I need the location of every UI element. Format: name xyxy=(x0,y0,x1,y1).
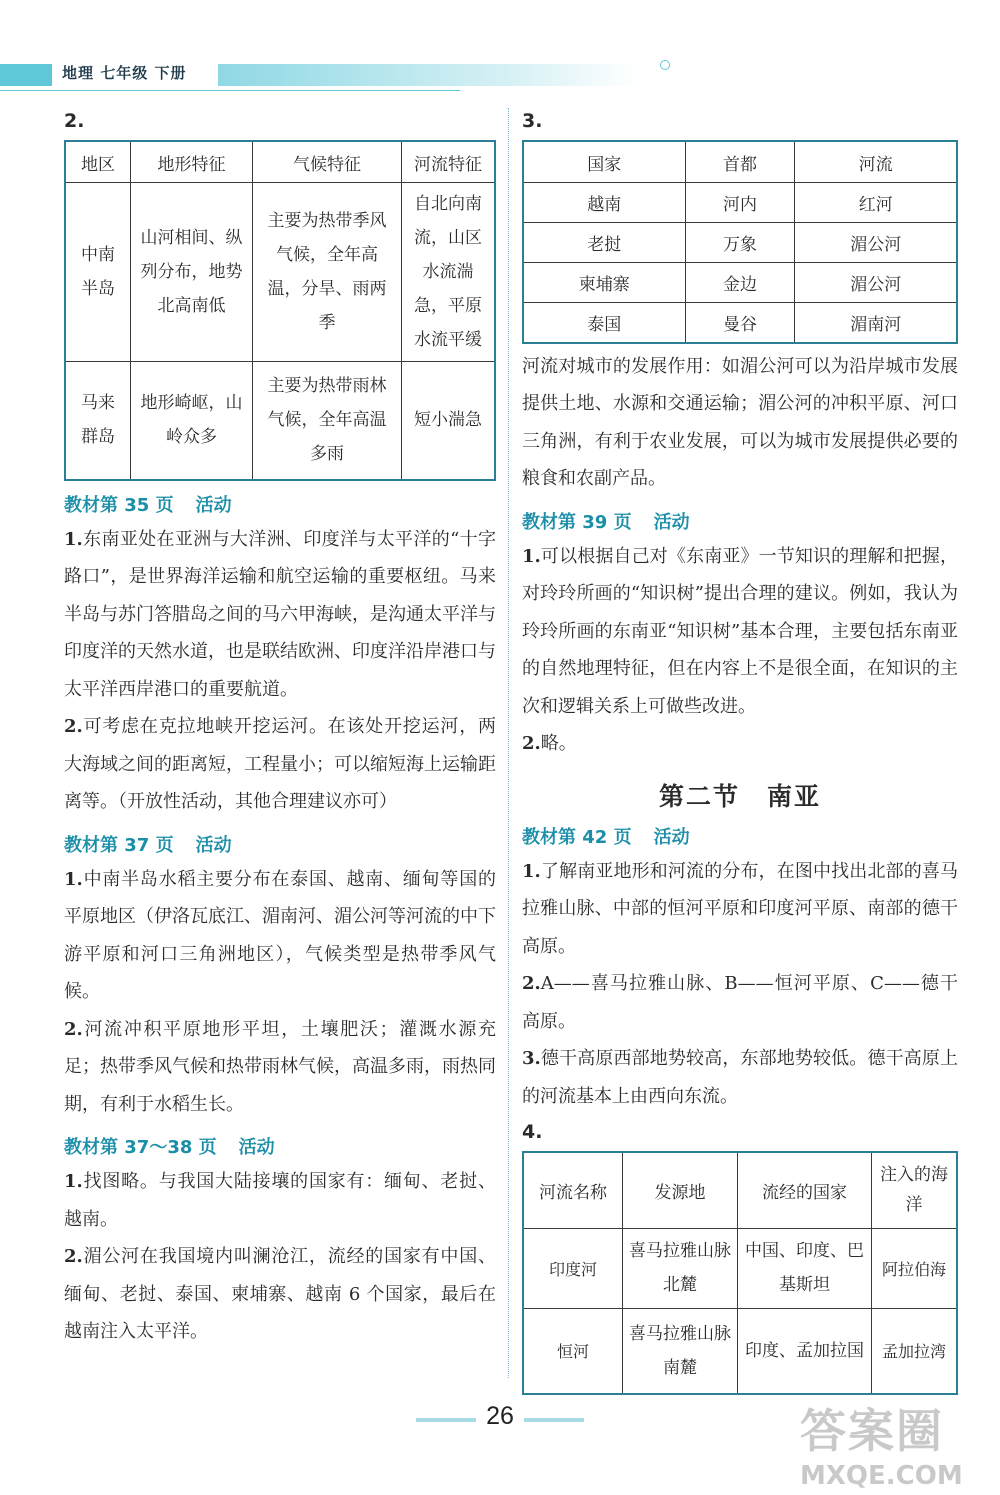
watermark-text: 答案圈 xyxy=(800,1404,944,1458)
table-cell: 自北向南流，山区水流湍急，平原水流平缓 xyxy=(402,183,496,362)
table-cell: 主要为热带雨林气候，全年高温多雨 xyxy=(253,362,402,480)
section-heading-p37 xyxy=(64,831,496,857)
south-asia-rivers-table xyxy=(522,1151,958,1395)
section-heading-activity: 活动 xyxy=(653,511,690,533)
section-title-south-asia: 第二节 南亚 xyxy=(658,781,821,811)
table-header: 国家 xyxy=(523,141,685,183)
question-2-label: 2. xyxy=(64,110,85,132)
table-header: 地形特征 xyxy=(131,141,253,183)
page-header xyxy=(0,56,1000,96)
watermark xyxy=(800,1395,990,1491)
answer-item: 1.了解南亚地形和河流的分布，在图中找出北部的喜马拉雅山脉、中部的恒河平原和印度河平原、南部的德干高原。 xyxy=(522,860,958,957)
table-header: 气候特征 xyxy=(253,141,402,183)
watermark-url: MXQE.COM xyxy=(800,1461,963,1491)
answer-item: 1.中南半岛水稻主要分布在泰国、越南、缅甸等国的平原地区（伊洛瓦底江、湄南河、湄公河等河流的中下游平原和河口三角洲地区），气候类型是热带季风气候。 xyxy=(64,868,496,1002)
table-cell: 马来 群岛 xyxy=(65,362,131,480)
table-cell: 曼谷 xyxy=(685,303,795,343)
table-cell: 中南 半岛 xyxy=(65,183,131,362)
table-cell: 短小湍急 xyxy=(402,362,496,480)
answer-item: 1.找图略。与我国大陆接壤的国家有：缅甸、老挝、越南。 xyxy=(64,1171,496,1230)
answer-item: 2.略。 xyxy=(522,733,577,754)
table-cell: 越南 xyxy=(523,183,685,223)
southeast-asia-region-table xyxy=(64,140,496,481)
table-header: 河流特征 xyxy=(402,141,496,183)
table-cell: 万象 xyxy=(685,223,795,263)
table-cell: 印度、孟加拉国 xyxy=(738,1308,872,1394)
answer-item: 1.可以根据自己对《东南亚》一节知识的理解和把握，对玲玲所画的“知识树”提出合理的建议。例如，我认为玲玲所画的东南亚“知识树”基本合理，主要包括东南亚的自然地理特征，但在内容上不是很全面，在知识的主次和逻辑关系上可做些改进。 xyxy=(522,545,958,717)
page-number: 26 xyxy=(486,1402,514,1430)
table-header: 首都 xyxy=(685,141,795,183)
table-cell: 湄南河 xyxy=(795,303,957,343)
header-dot-icon xyxy=(660,60,670,70)
question-4-label: 4. xyxy=(522,1121,543,1143)
section-heading-title: 教材第 37 页 xyxy=(64,834,174,856)
table-cell: 金边 xyxy=(685,263,795,303)
section-heading-p35 xyxy=(64,491,496,517)
section-heading-activity: 活动 xyxy=(195,494,232,516)
section-heading-p42 xyxy=(522,823,958,849)
section-heading-title: 教材第 39 页 xyxy=(522,511,632,533)
table-cell: 阿拉伯海 xyxy=(872,1228,958,1308)
footer-ornament xyxy=(524,1418,584,1422)
header-accent-bar xyxy=(0,64,52,86)
section-heading-p39 xyxy=(522,508,958,534)
table-header: 流经的国家 xyxy=(738,1152,872,1228)
right-column xyxy=(522,108,958,1395)
answer-item: 2.可考虑在克拉地峡开挖运河。在该处开挖运河，两大海域之间的距离短，工程量小；可以缩短海上运输距离等。（开放性活动，其他合理建议亦可） xyxy=(64,716,496,812)
table-cell: 泰国 xyxy=(523,303,685,343)
table-cell: 地形崎岖，山岭众多 xyxy=(131,362,253,480)
column-divider xyxy=(508,108,510,1378)
header-gradient-bar xyxy=(218,64,638,86)
table-cell: 河内 xyxy=(685,183,795,223)
left-column xyxy=(64,108,496,1351)
table-cell: 柬埔寨 xyxy=(523,263,685,303)
header-rule xyxy=(0,90,460,91)
table-cell: 老挝 xyxy=(523,223,685,263)
table-cell: 孟加拉湾 xyxy=(872,1308,958,1394)
table-cell: 喜马拉雅山脉北麓 xyxy=(623,1228,738,1308)
table-cell: 主要为热带季风气候，全年高温，分旱、雨两季 xyxy=(253,183,402,362)
capital-river-table xyxy=(522,140,958,344)
table-cell: 印度河 xyxy=(523,1228,623,1308)
book-title: 地理 七年级 下册 xyxy=(62,64,187,82)
answer-item: 2.A——喜马拉雅山脉、B——恒河平原、C——德干高原。 xyxy=(522,973,958,1032)
table-header: 地区 xyxy=(65,141,131,183)
section-heading-p37-38 xyxy=(64,1133,496,1159)
answer-item: 3.德干高原西部地势较高，东部地势较低。德干高原上的河流基本上由西向东流。 xyxy=(522,1048,958,1107)
section-heading-activity: 活动 xyxy=(195,834,232,856)
table-header: 注入的海洋 xyxy=(872,1152,958,1228)
answer-item: 2.湄公河在我国境内叫澜沧江，流经的国家有中国、缅甸、老挝、泰国、柬埔寨、越南 6 个国家，最后在越南注入太平洋。 xyxy=(64,1246,496,1342)
table-cell: 喜马拉雅山脉南麓 xyxy=(623,1308,738,1394)
table-header: 河流名称 xyxy=(523,1152,623,1228)
section-heading-activity: 活动 xyxy=(653,826,690,848)
section-heading-title: 教材第 37～38 页 xyxy=(64,1137,217,1158)
question-3-label: 3. xyxy=(522,110,543,132)
table-cell: 湄公河 xyxy=(795,223,957,263)
table-header: 发源地 xyxy=(623,1152,738,1228)
footer-ornament xyxy=(416,1418,476,1422)
table-cell: 红河 xyxy=(795,183,957,223)
section-heading-title: 教材第 35 页 xyxy=(64,494,174,516)
section-heading-title: 教材第 42 页 xyxy=(522,826,632,848)
q3-explanation: 河流对城市的发展作用：如湄公河可以为沿岸城市发展提供土地、水源和交通运输；湄公河的冲积平原、河口三角洲，有利于农业发展，可以为城市发展提供必要的粮食和农副产品。 xyxy=(522,355,958,489)
table-header: 河流 xyxy=(795,141,957,183)
table-cell: 恒河 xyxy=(523,1308,623,1394)
table-cell: 湄公河 xyxy=(795,263,957,303)
table-cell: 中国、印度、巴基斯坦 xyxy=(738,1228,872,1308)
table-cell: 山河相间、纵列分布，地势北高南低 xyxy=(131,183,253,362)
section-heading-activity: 活动 xyxy=(238,1137,275,1158)
answer-item: 1.东南亚处在亚洲与大洋洲、印度洋与太平洋的“十字路口”，是世界海洋运输和航空运输的重要枢纽。马来半岛与苏门答腊岛之间的马六甲海峡，是沟通太平洋与印度洋的天然水道，也是联结欧洲、印度洋沿岸港口与太平洋西岸港口的重要航道。 xyxy=(64,528,496,700)
answer-item: 2.河流冲积平原地形平坦，土壤肥沃；灌溉水源充足；热带季风气候和热带雨林气候，高温多雨，雨热同期，有利于水稻生长。 xyxy=(64,1018,496,1115)
